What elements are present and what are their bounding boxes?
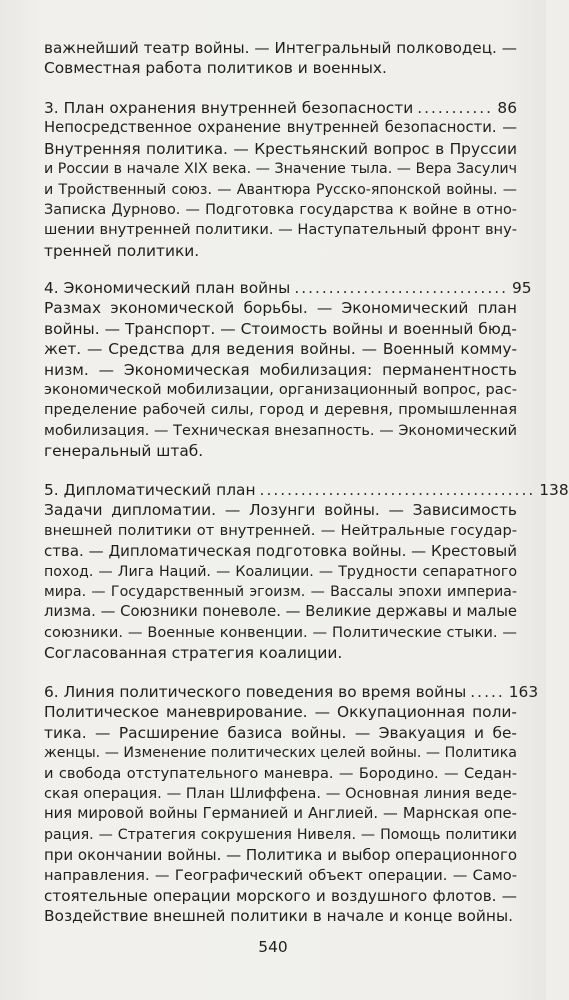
toc-heading[interactable] (44, 98, 517, 118)
text-line: шении внутренней политики. — Наступательный фронт вну- (44, 221, 517, 239)
text-line: Совместная работа политиков и военных. (44, 59, 387, 78)
toc-page-number: 163 (508, 683, 539, 701)
text-line: поход. — Лига Наций. — Коалиции. — Трудности сепаратного (44, 563, 517, 580)
text-line: лизма. — Союзники поневоле. — Великие державы и малые (44, 603, 517, 621)
text-line: жет. — Средства для ведения войны. — Военный комму- (44, 340, 517, 359)
text-line: Внутренняя политика. — Крестьянский вопрос в Пруссии (44, 139, 517, 158)
text-line: и Тройственный союз. — Авантюра Русско-японской войны. — (44, 181, 517, 198)
text-line: направления. — Географический объект операции. — Само- (44, 866, 517, 884)
text-line: важнейший театр войны. — Интегральный полководец. — (44, 39, 517, 57)
text-line: при окончании войны. — Политика и выбор операционного (44, 846, 518, 865)
text-line: внешней политики от внутренней. — Нейтральные государ- (44, 521, 517, 539)
text-line: Непосредственное охранение внутренней безопасности. — (44, 119, 517, 137)
text-line: Размах экономической борьбы. — Экономический план (44, 299, 517, 318)
text-line: пределение рабочей силы, город и деревня, промышленная (44, 401, 517, 419)
text-line: мира. — Государственный эгоизм. — Вассалы эпохи империа- (44, 583, 517, 600)
toc-page-number: 95 (512, 279, 532, 297)
text-line: экономической мобилизации, организационный вопрос, рас- (44, 380, 517, 398)
text-line: союзники. — Военные конвенции. — Политические стыки. — (44, 623, 517, 641)
toc-leader-dots: ..... (470, 683, 505, 701)
toc-section-5 (44, 480, 569, 664)
text-line: и России в начале XIX века. — Значение тыла. — Вера Засулич (44, 161, 517, 178)
toc-heading[interactable] (44, 682, 539, 702)
text-line: женцы. — Изменение политических целей войны. — Политика (44, 745, 517, 762)
toc-page-number: 86 (497, 99, 517, 117)
text-line: рация. — Стратегия сокрушения Нивеля. — Помощь политики (44, 826, 517, 843)
text-line: Задачи дипломатии. — Лозунги войны. — Зависимость (44, 501, 517, 520)
text-line: тика. — Расширение базиса войны. — Эвакуация и бе- (44, 723, 517, 742)
text-line: генеральный штаб. (44, 442, 204, 461)
text-line: и свобода отступательного маневра. — Бородино. — Седан- (44, 764, 517, 782)
toc-section-4 (44, 278, 532, 462)
toc-heading[interactable] (44, 480, 569, 500)
toc-title: 5. Дипломатический план (44, 481, 256, 499)
text-line: стоятельные операции морского и воздушного флотов. — (44, 886, 517, 905)
text-line: мобилизация. — Техническая внезапность. — Экономический (44, 422, 517, 439)
toc-heading[interactable] (44, 278, 532, 298)
text-line: ния мировой войны Германией и Англией. — Марнская опе- (44, 805, 517, 823)
toc-leader-dots: ........... (417, 99, 494, 117)
toc-page-number: 138 (539, 481, 569, 499)
continuation-block (44, 38, 517, 79)
text-line: Политическое маневрирование. — Оккупационная поли- (44, 703, 517, 722)
text-line: тренней политики. (44, 241, 200, 260)
text-line: Воздействие внешней политики в начале и конце войны. (44, 907, 514, 926)
toc-title: 4. Экономический план войны (44, 279, 291, 297)
text-line: войны. — Транспорт. — Стоимость войны и военный бюд- (44, 319, 517, 338)
toc-title: 3. План охранения внутренней безопасности (44, 99, 414, 117)
toc-title: 6. Линия политического поведения во время войны (44, 683, 467, 701)
toc-section-3 (44, 98, 517, 261)
toc-leader-dots: ............................... (294, 279, 509, 297)
text-line: Согласованная стратегия коалиции. (44, 644, 343, 663)
toc-leader-dots: ........................................ (259, 481, 536, 499)
text-line: ства. — Дипломатическая подготовка войны. — Крестовый (44, 542, 517, 561)
page-number: 540 (258, 938, 288, 956)
text-line: низм. — Экономическая мобилизация: перманентность (44, 360, 517, 379)
toc-section-6 (44, 682, 539, 927)
text-line: Записка Дурново. — Подготовка государства к войне в отно- (44, 201, 517, 218)
text-line: ская операция. — План Шлиффена. — Основная линия веде- (44, 784, 517, 802)
